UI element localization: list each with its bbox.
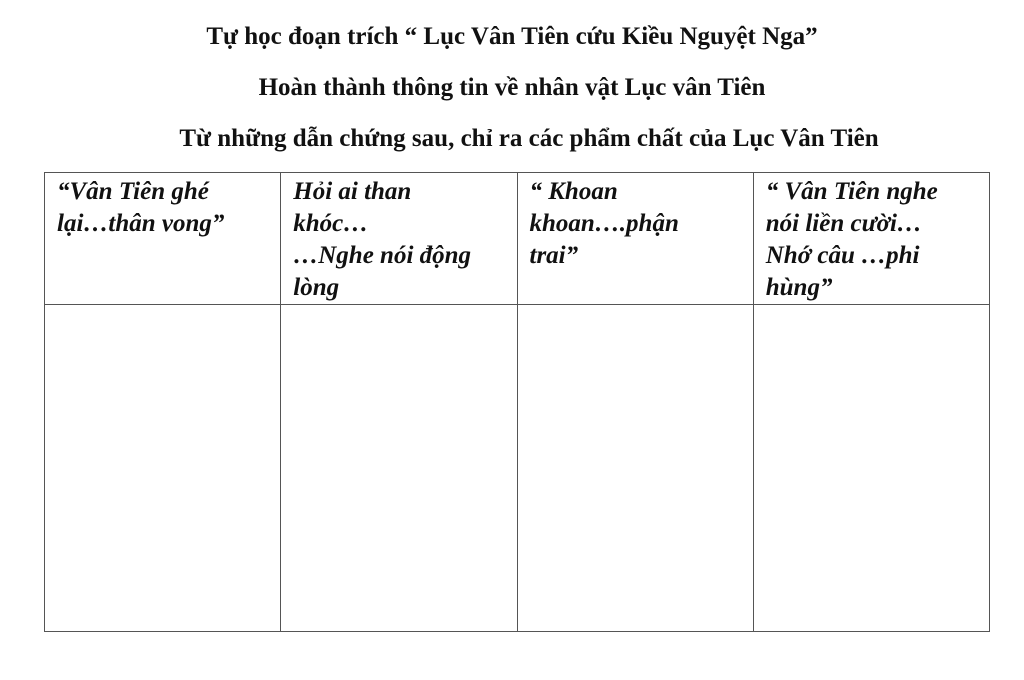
- instruction-heading: [0, 124, 1024, 154]
- quote-cell-4: [753, 173, 989, 305]
- quote-text-3: “ Khoan khoan….phận trai”: [529, 178, 679, 269]
- instruction-text: Từ những dẫn chứng sau, chỉ ra các phẩm chất của Lục Vân Tiên: [179, 125, 879, 152]
- quote-text-2: Hỏi ai than khóc… …Nghe nói động lòng: [293, 178, 472, 301]
- quote-cell-2: [281, 173, 517, 305]
- answer-cell-1: [45, 305, 281, 632]
- answer-cell-4: [753, 305, 989, 632]
- answer-cell-2: [281, 305, 517, 632]
- quote-cell-1: [45, 173, 281, 305]
- document-subtitle: Hoàn thành thông tin về nhân vật Lục vân Tiên: [258, 74, 766, 101]
- evidence-table: [44, 172, 990, 632]
- document-title: Tự học đoạn trích “ Lục Vân Tiên cứu Kiều Nguyệt Nga”: [206, 23, 818, 50]
- quote-row: [45, 173, 990, 305]
- quote-text-4: “ Vân Tiên nghe nói liền cười… Nhớ câu …phi hùng”: [765, 178, 938, 301]
- answer-cell-3: [517, 305, 753, 632]
- answer-row: [45, 305, 990, 632]
- quote-text-1: “Vân Tiên ghé lại…thân vong”: [57, 178, 225, 237]
- quote-cell-3: [517, 173, 753, 305]
